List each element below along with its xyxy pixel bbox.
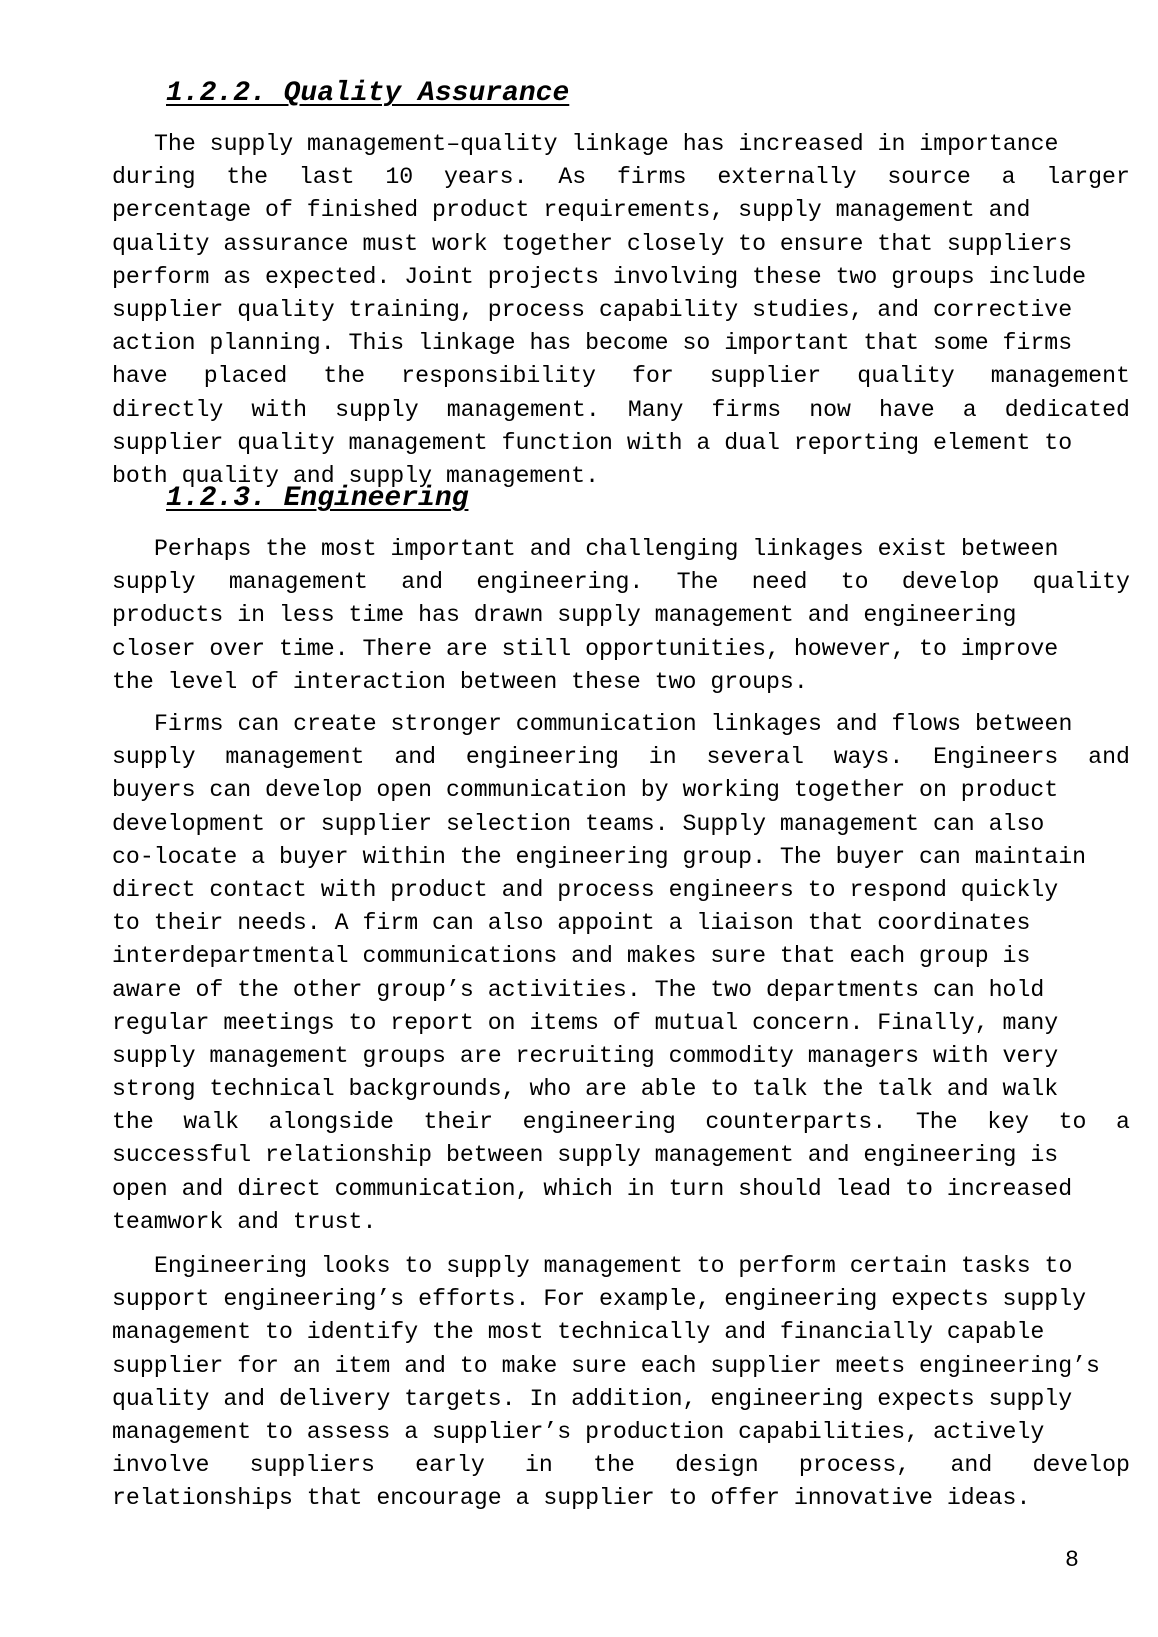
paragraph-line: perform as expected. Joint projects involving these two groups include: [112, 263, 1087, 290]
word: firms: [711, 396, 782, 423]
word: larger: [1046, 164, 1130, 191]
paragraph-quality-assurance: [112, 128, 1130, 493]
word: have: [879, 396, 935, 423]
word: and: [1088, 744, 1130, 771]
paragraph-line: [112, 566, 1130, 599]
paragraph-line: supplier quality training, process capability studies, and corrective: [112, 296, 1073, 323]
word: As: [558, 164, 587, 191]
paragraph-line: action planning. This linkage has become so important that some firms: [112, 330, 1073, 357]
word: several: [706, 744, 804, 771]
word: Many: [627, 396, 684, 423]
word: process,: [798, 1452, 911, 1479]
word: firms: [616, 164, 687, 191]
word: management: [225, 744, 365, 771]
paragraph-line: management to assess a supplier’s production capabilities, actively: [112, 1418, 1045, 1445]
word: 10: [385, 164, 414, 191]
word: now: [809, 396, 851, 423]
word: alongside: [268, 1109, 394, 1136]
word: supply: [335, 396, 419, 423]
word: develop: [1032, 1452, 1130, 1479]
word: the: [112, 1109, 154, 1136]
word: with: [251, 396, 308, 423]
word: and: [401, 569, 444, 596]
word: suppliers: [249, 1452, 375, 1479]
paragraph-line: supplier for an item and to make sure each supplier meets engineering’s: [112, 1352, 1100, 1379]
word: management: [228, 569, 368, 596]
paragraph-line: [112, 360, 1130, 393]
word: quality: [1032, 569, 1130, 596]
paragraph-line: quality and delivery targets. In addition, engineering expects supply: [112, 1385, 1073, 1412]
word: early: [415, 1452, 485, 1479]
paragraph-line: percentage of finished product requirements, supply management and: [112, 197, 1031, 224]
paragraph-line: management to identify the most technically and financially capable: [112, 1319, 1045, 1346]
word: the: [226, 164, 269, 191]
paragraph-line: [112, 161, 1130, 194]
word: counterparts.: [705, 1109, 887, 1136]
word: for: [632, 363, 674, 390]
paragraph-line: relationships that encourage a supplier to offer innovative ideas.: [112, 1485, 1031, 1512]
paragraph-line: teamwork and trust.: [112, 1208, 377, 1235]
section-heading-engineering: 1.2.3. Engineering: [166, 483, 469, 514]
paragraph-engineering-intro: [112, 533, 1130, 699]
paragraph-engineering-expectations: [112, 1250, 1130, 1516]
word: management.: [446, 396, 600, 423]
word: quality: [857, 363, 955, 390]
paragraph-line: support engineering’s efforts. For example, engineering expects supply: [112, 1286, 1087, 1313]
paragraph-line: development or supplier selection teams. Supply management can also: [112, 810, 1045, 837]
paragraph-line: products in less time has drawn supply management and engineering: [112, 602, 1017, 629]
paragraph-line: co-locate a buyer within the engineering group. The buyer can maintain: [112, 843, 1087, 870]
paragraph-line: strong technical backgrounds, who are able to talk the talk and walk: [112, 1076, 1059, 1103]
paragraph-line: closer over time. There are still opportunities, however, to improve: [112, 635, 1059, 662]
paragraph-line: direct contact with product and process engineers to respond quickly: [112, 876, 1059, 903]
word: develop: [901, 569, 1000, 596]
word: Engineers: [933, 744, 1059, 771]
word: The: [676, 569, 719, 596]
paragraph-line: [112, 1449, 1130, 1482]
paragraph-line: Firms can create stronger communication linkages and flows between: [154, 711, 1073, 737]
word: engineering: [465, 744, 619, 771]
word: to: [840, 569, 869, 596]
paragraph-line: the level of interaction between these two groups.: [112, 668, 808, 695]
paragraph-line: regular meetings to report on items of mutual concern. Finally, many: [112, 1009, 1059, 1036]
word: directly: [112, 396, 224, 423]
paragraph-line: supply management groups are recruiting commodity managers with very: [112, 1042, 1059, 1069]
paragraph-line: Engineering looks to supply management to perform certain tasks to: [154, 1253, 1073, 1279]
paragraph-engineering-communication: [112, 708, 1130, 1239]
paragraph-line: both quality and supply management.: [112, 462, 600, 489]
word: have: [112, 363, 168, 390]
word: engineering: [522, 1109, 676, 1136]
word: in: [525, 1452, 553, 1479]
word: to: [1058, 1109, 1087, 1136]
word: the: [323, 363, 366, 390]
word: design: [675, 1452, 759, 1479]
paragraph-line: [112, 741, 1130, 774]
word: supply: [112, 569, 196, 596]
word: supply: [112, 744, 196, 771]
paragraph-line: interdepartmental communications and makes sure that each group is: [112, 943, 1031, 970]
word: management: [990, 363, 1130, 390]
word: last: [298, 164, 355, 191]
word: placed: [203, 363, 288, 390]
word: years.: [444, 164, 528, 191]
word: supplier: [709, 363, 822, 390]
paragraph-line: Perhaps the most important and challenging linkages exist between: [154, 536, 1059, 562]
paragraph-line: The supply management–quality linkage has increased in importance: [154, 131, 1059, 157]
paragraph-line: [112, 1106, 1130, 1139]
word: in: [648, 744, 677, 771]
paragraph-line: open and direct communication, which in turn should lead to increased: [112, 1175, 1073, 1202]
word: need: [751, 569, 808, 596]
word: The: [915, 1109, 958, 1136]
word: ways.: [833, 744, 904, 771]
word: their: [423, 1109, 494, 1136]
paragraph-line: buyers can develop open communication by working together on product: [112, 777, 1059, 804]
word: dedicated: [1004, 396, 1130, 423]
paragraph-line: quality assurance must work together closely to ensure that suppliers: [112, 230, 1073, 257]
word: engineering.: [476, 569, 644, 596]
word: during: [112, 164, 196, 191]
paragraph-line: [112, 394, 1130, 427]
section-heading-quality-assurance: 1.2.2. Quality Assurance: [166, 78, 570, 109]
word: a: [1001, 164, 1016, 191]
paragraph-line: aware of the other group’s activities. The two departments can hold: [112, 976, 1045, 1003]
word: the: [593, 1452, 635, 1479]
word: involve: [112, 1452, 210, 1479]
page-number: 8: [1065, 1547, 1079, 1573]
word: a: [1116, 1109, 1130, 1136]
paragraph-line: supplier quality management function with a dual reporting element to: [112, 429, 1073, 456]
word: responsibility: [401, 363, 596, 390]
word: externally: [717, 164, 857, 191]
paragraph-line: successful relationship between supply management and engineering is: [112, 1142, 1059, 1169]
word: a: [962, 396, 977, 423]
word: and: [950, 1452, 993, 1479]
word: key: [987, 1109, 1029, 1136]
word: and: [394, 744, 437, 771]
word: source: [887, 164, 971, 191]
paragraph-line: to their needs. A firm can also appoint a liaison that coordinates: [112, 910, 1031, 937]
word: walk: [183, 1109, 240, 1136]
